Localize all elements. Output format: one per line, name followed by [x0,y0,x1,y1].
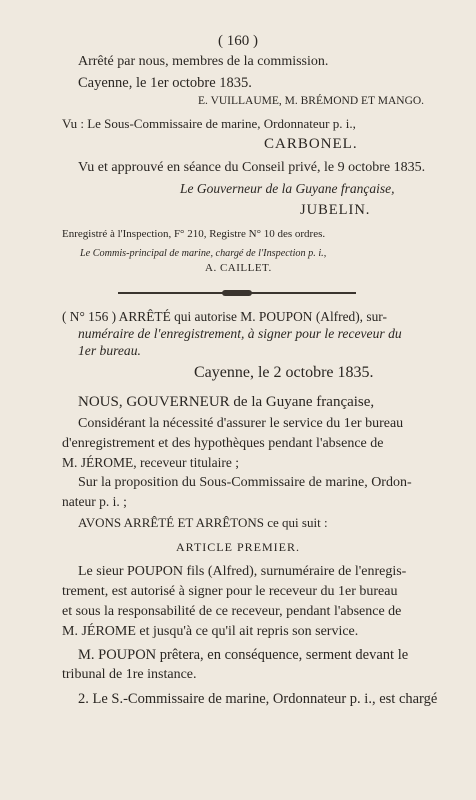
article1-line-1: Le sieur POUPON fils (Alfred), surnuméraire de l'enregis- [78,564,407,579]
considerant-line-1: Considérant la nécessité d'assurer le service du 1er bureau [78,416,404,431]
arrete-line: Arrêté par nous, membres de la commission. [78,54,329,69]
arrete-date: Cayenne, le 2 octobre 1835. [194,364,374,381]
gouverneur-line: Le Gouverneur de la Guyane française, [180,181,395,196]
considerant-line-2: d'enregistrement et des hypothèques pendant l'absence de [62,436,384,451]
signers-line: E. VUILLAUME, M. BRÉMOND ET MANGO. [198,95,425,107]
enregistre-line: Enregistré à l'Inspection, F° 210, Registre N° 10 des ordres. [62,228,326,240]
serment-line-2: tribunal de 1re instance. [62,667,197,682]
arrete-heading-2: numéraire de l'enregistrement, à signer pour le receveur du [78,326,402,341]
page-number: ( 160 ) [218,33,258,49]
date-line: Cayenne, le 1er octobre 1835. [78,75,252,91]
article-premier-heading: ARTICLE PREMIER. [176,540,300,554]
article1-line-2: trement, est autorisé à signer pour le receveur du 1er bureau [62,584,398,599]
carbonel-signature: CARBONEL. [264,136,358,152]
approuve-line: Vu et approuvé en séance du Conseil privé, le 9 octobre 1835. [78,160,426,175]
caillet-signature: A. CAILLET. [205,262,272,274]
serment-line-1: M. POUPON prêtera, en conséquence, serment devant le [78,647,409,663]
article2-line: 2. Le S.-Commissaire de marine, Ordonnateur p. i., est chargé [78,691,438,707]
jubelin-signature: JUBELIN. [300,202,371,218]
nous-line: NOUS, GOUVERNEUR de la Guyane française, [78,394,375,410]
article1-line-4: M. JÉROME et jusqu'à ce qu'il ait repris son service. [62,624,359,639]
section-divider [118,292,356,294]
proposition-line-2: nateur p. i. ; [62,494,127,509]
arrete-heading-1: ( N° 156 ) ARRÊTÉ qui autorise M. POUPON (Alfred), sur- [62,309,387,324]
commis-line: Le Commis-principal de marine, chargé de l'Inspection p. i., [80,248,327,259]
proposition-line-1: Sur la proposition du Sous-Commissaire de marine, Ordon- [78,475,412,490]
article1-line-3: et sous la responsabilité de ce receveur, pendant l'absence de [62,604,402,619]
arrete-heading-3: 1er bureau. [78,343,141,358]
vu-line: Vu : Le Sous-Commissaire de marine, Ordonnateur p. i., [62,116,356,131]
avons-arrete-line: AVONS ARRÊTÉ ET ARRÊTONS ce qui suit : [78,515,328,530]
considerant-line-3: M. JÉROME, receveur titulaire ; [62,455,239,470]
